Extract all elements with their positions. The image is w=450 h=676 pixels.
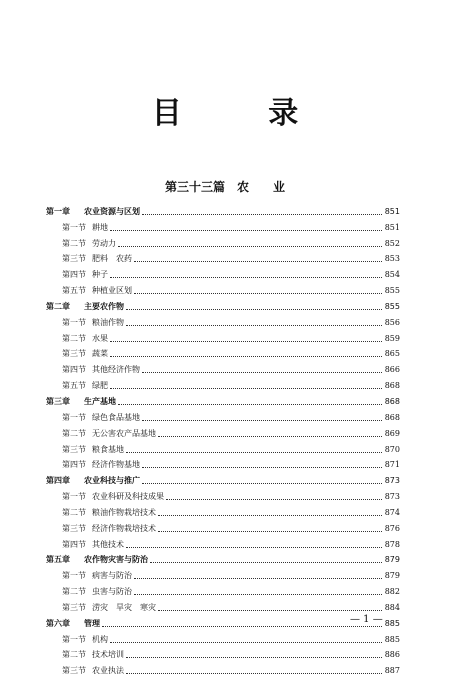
toc-entry-title: 水果 (92, 333, 108, 343)
toc-entry-number: 第二节 (62, 587, 86, 597)
toc-chapter-row (46, 470, 400, 486)
toc-page-number: 868 (384, 381, 400, 391)
toc-page-number: 866 (384, 365, 400, 375)
toc-entry-title: 绿色食品基地 (92, 412, 140, 422)
toc-entry-number: 第三节 (62, 523, 86, 533)
dot-leader (110, 229, 382, 231)
toc-page-number: 879 (384, 571, 400, 581)
dot-leader (110, 641, 382, 643)
toc-entry-title: 生产基地 (84, 396, 116, 406)
dot-leader (110, 355, 382, 357)
toc-section-row (46, 518, 400, 534)
dot-leader (134, 292, 382, 294)
toc-page-number: 853 (384, 254, 400, 264)
dot-leader (134, 577, 382, 579)
dot-leader (150, 561, 382, 563)
toc-page-number: 874 (384, 507, 400, 517)
dot-leader (158, 514, 382, 516)
toc-entry-title: 机构 (92, 634, 108, 644)
toc-section-row (46, 233, 400, 249)
toc-page-number: 856 (384, 317, 400, 327)
toc-entry-title: 病害与防治 (92, 571, 132, 581)
dot-leader (126, 546, 382, 548)
toc-section-row (46, 597, 400, 613)
dot-leader (118, 245, 382, 247)
toc-section-row (46, 359, 400, 375)
toc-entry-number: 第二节 (62, 650, 86, 660)
toc-entry-number: 第一节 (62, 492, 86, 502)
dot-leader (142, 466, 382, 468)
toc-entry-number: 第一节 (62, 634, 86, 644)
toc-page-number: 855 (384, 301, 400, 311)
dot-leader (126, 672, 382, 674)
page-title: 目 录 (151, 96, 337, 131)
toc-entry-number: 第三节 (62, 602, 86, 612)
toc-section-row (46, 629, 400, 645)
toc-entry-title: 粮食基地 (92, 444, 124, 454)
toc-page-number: 871 (384, 460, 400, 470)
dot-leader (142, 371, 382, 373)
dot-leader (126, 451, 382, 453)
dot-leader (134, 593, 382, 595)
toc-section-row (46, 660, 400, 676)
toc-entry-title: 农业科研及科技成果 (92, 492, 164, 502)
toc-entry-title: 肥料 农药 (92, 254, 132, 264)
toc-entry-number: 第四节 (62, 365, 86, 375)
toc-chapter-row (46, 201, 400, 217)
toc-page-number: 879 (384, 555, 400, 565)
toc-entry-title: 其他技术 (92, 539, 124, 549)
toc-entry-number: 第四节 (62, 539, 86, 549)
toc-page-number: 887 (384, 666, 400, 676)
toc-page-number: 882 (384, 587, 400, 597)
toc-entry-title: 耕地 (92, 222, 108, 232)
toc-entry-number: 第六章 (46, 618, 70, 628)
toc-section-row (46, 375, 400, 391)
toc-page-number: 870 (384, 444, 400, 454)
toc-page-number: 885 (384, 618, 400, 628)
dot-leader (142, 482, 382, 484)
toc-entry-title: 技术培训 (92, 650, 124, 660)
toc-section-row (46, 217, 400, 233)
toc-section-row (46, 455, 400, 471)
dot-leader (118, 403, 382, 405)
dot-leader (126, 308, 382, 310)
toc-section-row (46, 645, 400, 661)
toc-entry-number: 第五章 (46, 555, 70, 565)
toc-entry-number: 第四节 (62, 270, 86, 280)
toc-entry-number: 第三章 (46, 396, 70, 406)
dot-leader (134, 260, 382, 262)
toc-section-row (46, 581, 400, 597)
toc-entry-number: 第一节 (62, 571, 86, 581)
toc-entry-number: 第四章 (46, 476, 70, 486)
dot-leader (142, 213, 382, 215)
page-number: — 1 — (350, 614, 383, 625)
dot-leader (102, 625, 382, 627)
toc-entry-title: 经济作物基地 (92, 460, 140, 470)
toc-page-number: 868 (384, 396, 400, 406)
toc-entry-title: 涝灾 旱灾 寒灾 (92, 602, 156, 612)
toc-entry-title: 种子 (92, 270, 108, 280)
toc-page-number: 869 (384, 428, 400, 438)
dot-leader (126, 324, 382, 326)
toc-entry-number: 第四节 (62, 460, 86, 470)
toc-page-number: 886 (384, 650, 400, 660)
toc-entry-title: 粮油作物 (92, 317, 124, 327)
toc-entry-title: 无公害农产品基地 (92, 428, 156, 438)
toc-page-number: 873 (384, 492, 400, 502)
toc-page-number: 851 (384, 222, 400, 232)
toc-entry-title: 农业执法 (92, 666, 124, 676)
toc-section-row (46, 328, 400, 344)
toc-entry-number: 第一章 (46, 206, 70, 216)
toc-entry-number: 第一节 (62, 317, 86, 327)
toc-entry-number: 第二节 (62, 428, 86, 438)
toc-entry-title: 经济作物栽培技术 (92, 523, 156, 533)
dot-leader (110, 276, 382, 278)
toc-page-number: 878 (384, 539, 400, 549)
toc-entry-number: 第三节 (62, 254, 86, 264)
toc-entry-title: 种植业区划 (92, 286, 132, 296)
toc-entry-number: 第五节 (62, 381, 86, 391)
dot-leader (110, 340, 382, 342)
toc-section-row (46, 312, 400, 328)
toc-entry-number: 第三节 (62, 349, 86, 359)
toc-section-row (46, 344, 400, 360)
dot-leader (142, 419, 382, 421)
toc-entry-title: 其他经济作物 (92, 365, 140, 375)
toc-entry-number: 第五节 (62, 286, 86, 296)
toc-entry-title: 虫害与防治 (92, 587, 132, 597)
toc-entry-title: 劳动力 (92, 238, 116, 248)
toc-entry-title: 蔬菜 (92, 349, 108, 359)
toc-chapter-row (46, 296, 400, 312)
toc-entry-number: 第二节 (62, 238, 86, 248)
toc-page-number: 859 (384, 333, 400, 343)
toc-entry-number: 第三节 (62, 666, 86, 676)
toc-section-row (46, 439, 400, 455)
toc-section-row (46, 280, 400, 296)
toc-chapter-row (46, 391, 400, 407)
toc-entry-title: 绿肥 (92, 381, 108, 391)
toc-entry-title: 管理 (84, 618, 100, 628)
toc-entry-title: 农作物灾害与防治 (84, 555, 148, 565)
toc-section-row (46, 486, 400, 502)
toc-entry-number: 第二章 (46, 301, 70, 311)
toc-entry-number: 第二节 (62, 333, 86, 343)
part-title: 第三十三篇 农 业 (164, 180, 285, 194)
dot-leader (158, 609, 382, 611)
toc-entry-title: 农业资源与区划 (84, 206, 140, 216)
toc-section-row (46, 502, 400, 518)
toc-page-number: 873 (384, 476, 400, 486)
toc-entry-title: 粮油作物栽培技术 (92, 507, 156, 517)
toc-page-number: 865 (384, 349, 400, 359)
dot-leader (166, 498, 382, 500)
toc-chapter-row (46, 550, 400, 566)
dot-leader (158, 435, 382, 437)
toc-page-number: 852 (384, 238, 400, 248)
toc-page-number: 884 (384, 602, 400, 612)
toc-page-number: 868 (384, 412, 400, 422)
toc-section-row (46, 534, 400, 550)
toc-page-number: 851 (384, 206, 400, 216)
toc-entry-number: 第三节 (62, 444, 86, 454)
toc-entry-title: 主要农作物 (84, 301, 124, 311)
dot-leader (110, 387, 382, 389)
toc-entry-number: 第一节 (62, 412, 86, 422)
toc-section-row (46, 407, 400, 423)
toc-page-number: 885 (384, 634, 400, 644)
toc-entry-number: 第二节 (62, 507, 86, 517)
toc-entry-title: 农业科技与推广 (84, 476, 140, 486)
dot-leader (158, 530, 382, 532)
table-of-contents (46, 201, 400, 676)
toc-page-number: 876 (384, 523, 400, 533)
toc-section-row (46, 264, 400, 280)
toc-page-number: 855 (384, 286, 400, 296)
toc-section-row (46, 565, 400, 581)
toc-page-number: 854 (384, 270, 400, 280)
toc-section-row (46, 249, 400, 265)
toc-entry-number: 第一节 (62, 222, 86, 232)
toc-section-row (46, 423, 400, 439)
toc-chapter-row (46, 613, 400, 629)
